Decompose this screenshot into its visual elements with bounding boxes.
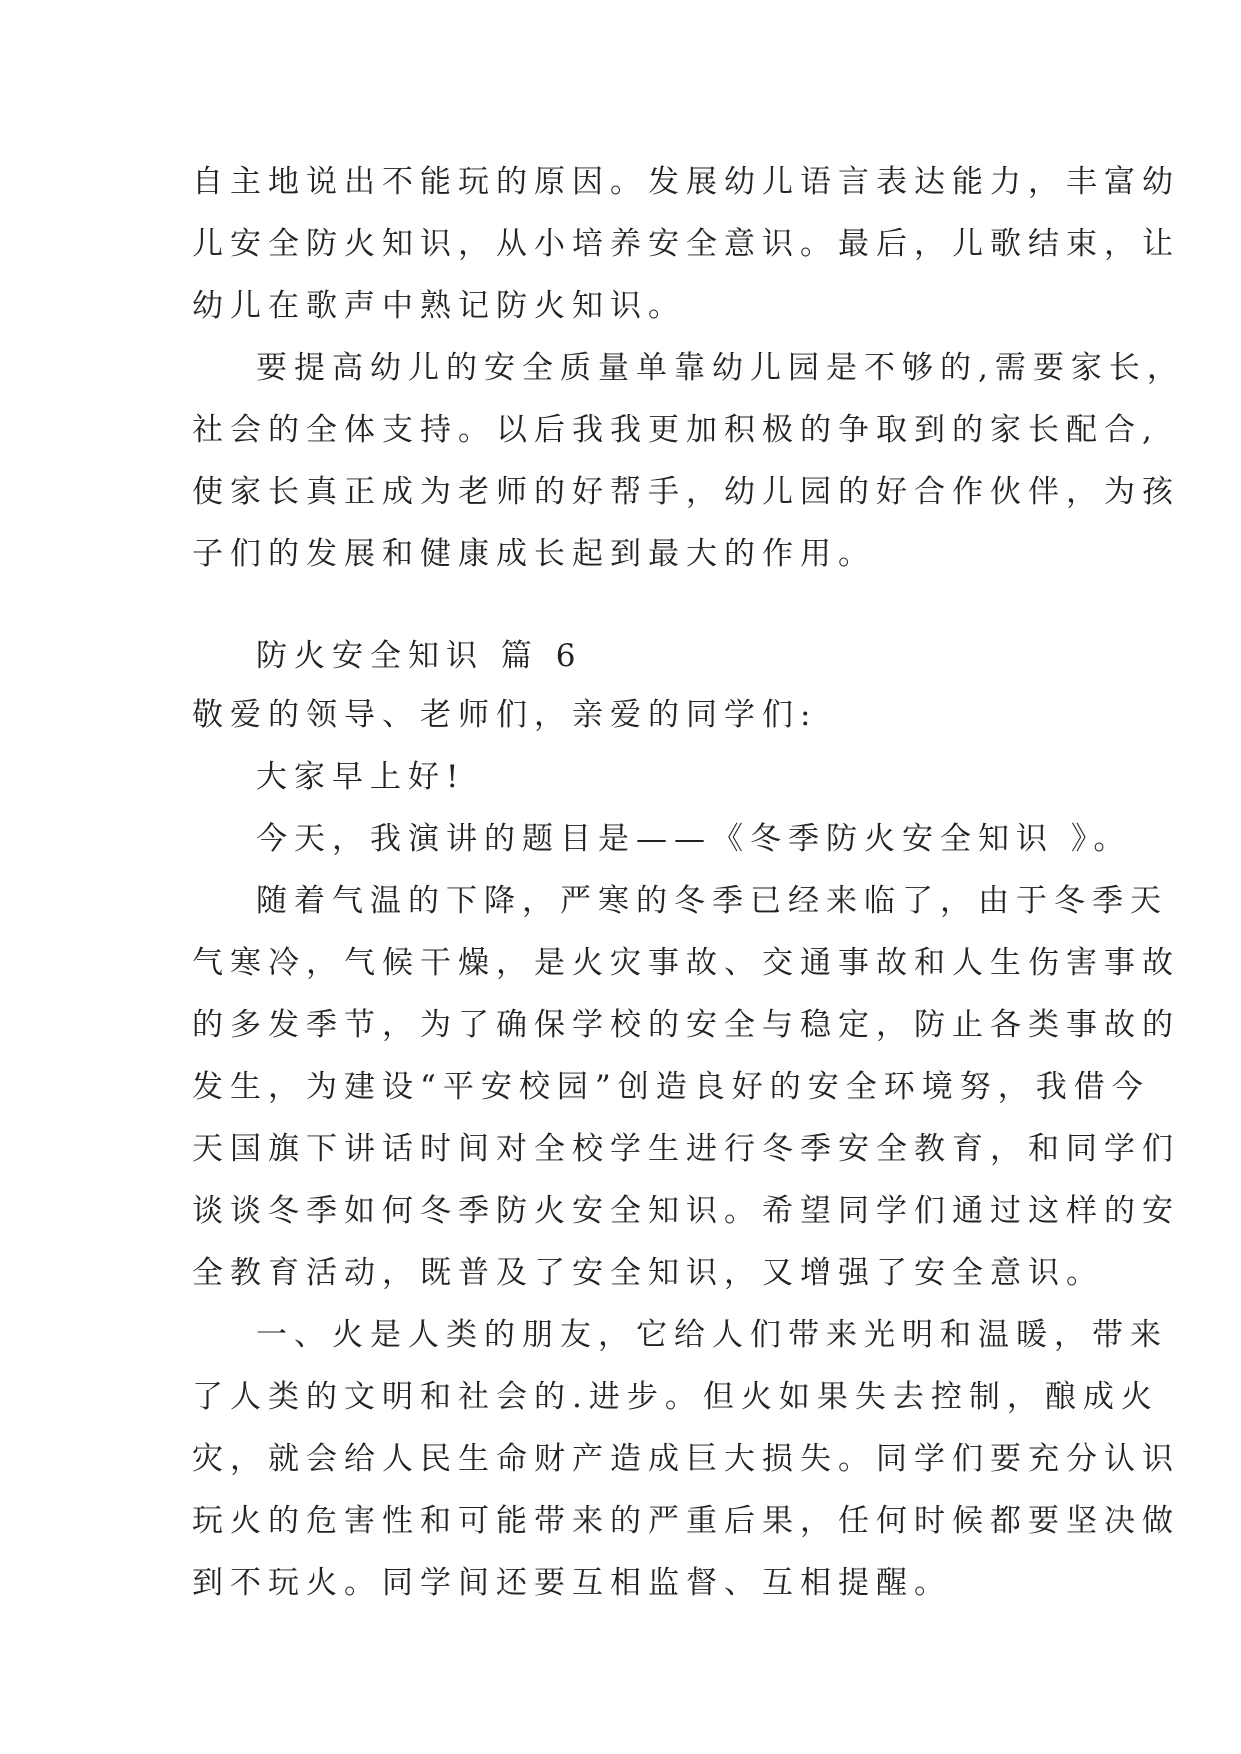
greeting: 大家早上好! [256, 759, 466, 795]
text-line: 气寒冷，气候干燥，是火灾事故、交通事故和人生伤害事故 [192, 945, 1180, 981]
paragraph-fire-is-friend [192, 1304, 1180, 1614]
text-line: 社会的全体支持。以后我我更加积极的争取到的家长配合, [192, 412, 1159, 448]
text-line: 儿安全防火知识，从小培养安全意识。最后，儿歌结束，让 [192, 226, 1180, 262]
article-heading: 防火安全知识 篇 6 [256, 638, 583, 674]
text-line: 灾，就会给人民生命财产造成巨大损失。同学们要充分认识 [192, 1441, 1180, 1477]
text-line: 到不玩火。同学间还要互相监督、互相提醒。 [192, 1565, 952, 1601]
speech-opening [192, 684, 1132, 870]
text-line: 了人类的文明和社会的.进步。但火如果失去控制，酿成火 [192, 1379, 1159, 1415]
paragraph-parent-support [192, 337, 1185, 585]
text-line: 谈谈冬季如何冬季防火安全知识。希望同学们通过这样的安 [192, 1193, 1180, 1229]
paragraph-continuation [192, 151, 1180, 337]
text-line: 要提高幼儿的安全质量单靠幼儿园是不够的,需要家长， [256, 350, 1185, 386]
text-line: 玩火的危害性和可能带来的严重后果，任何时候都要坚决做 [192, 1503, 1180, 1539]
text-line: 幼儿在歌声中熟记防火知识。 [192, 288, 686, 324]
salutation: 敬爱的领导、老师们，亲爱的同学们: [192, 697, 818, 733]
text-line: 全教育活动，既普及了安全知识，又增强了安全意识。 [192, 1255, 1104, 1291]
text-line: 子们的发展和健康成长起到最大的作用。 [192, 536, 876, 572]
text-line: 自主地说出不能玩的原因。发展幼儿语言表达能力，丰富幼 [192, 164, 1180, 200]
text-line: 一、火是人类的朋友，它给人们带来光明和温暖，带来 [256, 1317, 1168, 1353]
text-line: 发生，为建设“平安校园”创造良好的安全环境努，我借今 [192, 1069, 1150, 1105]
speech-topic: 今天，我演讲的题目是——《冬季防火安全知识 》。 [256, 821, 1132, 857]
text-line: 的多发季节，为了确保学校的安全与稳定，防止各类事故的 [192, 1007, 1180, 1043]
text-line: 使家长真正成为老师的好帮手，幼儿园的好合作伙伴，为孩 [192, 474, 1180, 510]
article-heading-block [192, 625, 1072, 687]
text-line: 随着气温的下降，严寒的冬季已经来临了，由于冬季天 [256, 883, 1168, 919]
paragraph-winter-safety [192, 870, 1180, 1304]
text-line: 天国旗下讲话时间对全校学生进行冬季安全教育，和同学们 [192, 1131, 1180, 1167]
